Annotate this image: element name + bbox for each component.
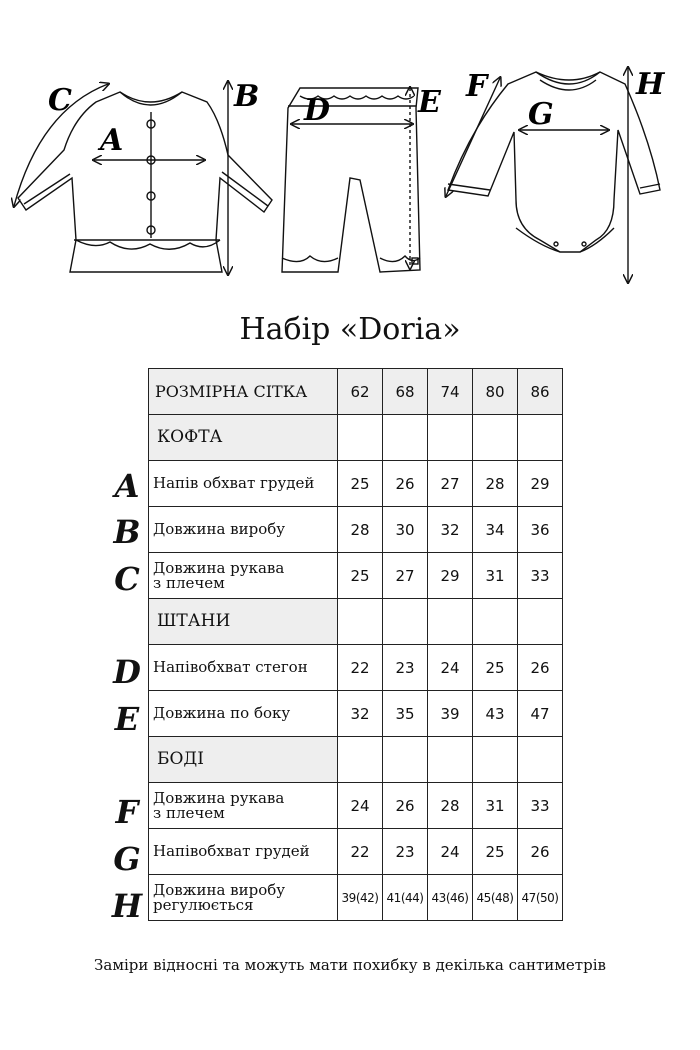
- section-title-jacket: КОФТА: [149, 415, 338, 461]
- bodysuit-letter-f: F: [466, 69, 488, 104]
- table-row: [149, 553, 563, 599]
- cell-value: 33: [518, 553, 563, 599]
- cell-value: 24: [338, 783, 383, 829]
- section-title-bodysuit: БОДІ: [149, 737, 338, 783]
- cell-value: 25: [473, 829, 518, 875]
- cell-value: 26: [518, 829, 563, 875]
- row-letter-g: G: [113, 840, 141, 878]
- section-title-pants: ШТАНИ: [149, 599, 338, 645]
- cell-value: 23: [383, 645, 428, 691]
- footnote: Заміри відносні та можуть мати похибку в декілька сантиметрів: [94, 956, 606, 974]
- table-row: [149, 507, 563, 553]
- cell-value: 25: [338, 461, 383, 507]
- jacket-letter-b: B: [234, 79, 260, 114]
- cell-value: 26: [383, 461, 428, 507]
- row-label-line: з плечем: [153, 573, 225, 592]
- cell-value: 32: [338, 691, 383, 737]
- cell-value: 43(46): [428, 875, 473, 921]
- cell-value: 33: [518, 783, 563, 829]
- cell-value: 39: [428, 691, 473, 737]
- cell-value: 47: [518, 691, 563, 737]
- cell-value: 29: [518, 461, 563, 507]
- row-label: Довжина виробу: [149, 507, 338, 553]
- cell-value: 47(50): [518, 875, 563, 921]
- cell-value: 31: [473, 553, 518, 599]
- size-header: 74: [428, 369, 473, 415]
- cell-value: 25: [338, 553, 383, 599]
- size-header: 68: [383, 369, 428, 415]
- jacket-drawing: [18, 92, 272, 272]
- cell-value: 35: [383, 691, 428, 737]
- row-label-line: з плечем: [153, 803, 225, 822]
- cell-value: 24: [428, 645, 473, 691]
- cell-value: 34: [473, 507, 518, 553]
- cell-value: 27: [428, 461, 473, 507]
- cell-value: 27: [383, 553, 428, 599]
- row-label: [149, 553, 338, 599]
- cell-value: 22: [338, 829, 383, 875]
- row-label-line: Довжина рукава: [153, 558, 285, 577]
- cell-value: 29: [428, 553, 473, 599]
- table-row: [149, 783, 563, 829]
- cell-value: 28: [428, 783, 473, 829]
- row-label-line: Довжина рукава: [153, 788, 285, 807]
- size-header: 80: [473, 369, 518, 415]
- garment-illustration: [0, 0, 700, 300]
- section-row: [149, 599, 563, 645]
- row-letter-h: H: [111, 887, 143, 925]
- table-row: [149, 461, 563, 507]
- table-header-label: РОЗМІРНА СІТКА: [149, 369, 338, 415]
- cell-value: 23: [383, 829, 428, 875]
- cell-value: 36: [518, 507, 563, 553]
- cell-value: 26: [383, 783, 428, 829]
- jacket-letter-c: C: [48, 83, 72, 118]
- cell-value: 28: [473, 461, 518, 507]
- row-label-line: регулюється: [153, 895, 254, 914]
- cell-value: 30: [383, 507, 428, 553]
- row-label-line: Довжина виробу: [153, 880, 286, 899]
- row-letter-c: C: [114, 560, 140, 598]
- row-label: Напівобхват стегон: [149, 645, 338, 691]
- size-header: 86: [518, 369, 563, 415]
- row-letter-e: E: [114, 700, 140, 738]
- row-letter-a: A: [114, 467, 140, 505]
- pants-letter-e: E: [418, 85, 441, 120]
- row-letter-b: B: [113, 513, 141, 551]
- row-label: Довжина по боку: [149, 691, 338, 737]
- jacket-letter-a: A: [100, 123, 124, 158]
- pants-drawing: [282, 88, 420, 272]
- section-row: [149, 415, 563, 461]
- row-label: [149, 875, 338, 921]
- row-label: Напів обхват грудей: [149, 461, 338, 507]
- cell-value: 32: [428, 507, 473, 553]
- cell-value: 28: [338, 507, 383, 553]
- cell-value: 24: [428, 829, 473, 875]
- row-letter-d: D: [113, 653, 141, 691]
- bodysuit-letter-h: H: [636, 67, 665, 102]
- cell-value: 45(48): [473, 875, 518, 921]
- page-title: Набір «Doria»: [239, 312, 461, 347]
- row-label: [149, 783, 338, 829]
- cell-value: 22: [338, 645, 383, 691]
- table-row: [149, 875, 563, 921]
- cell-value: 26: [518, 645, 563, 691]
- size-header: 62: [338, 369, 383, 415]
- table-row: [149, 829, 563, 875]
- size-chart-table: [148, 368, 563, 921]
- cell-value: 39(42): [338, 875, 383, 921]
- table-row: [149, 645, 563, 691]
- cell-value: 31: [473, 783, 518, 829]
- row-letter-f: F: [115, 793, 139, 831]
- table-row: [149, 691, 563, 737]
- cell-value: 43: [473, 691, 518, 737]
- table-header-row: [149, 369, 563, 415]
- cell-value: 25: [473, 645, 518, 691]
- cell-value: 41(44): [383, 875, 428, 921]
- section-row: [149, 737, 563, 783]
- pants-letter-d: D: [304, 93, 331, 128]
- row-label: Напівобхват грудей: [149, 829, 338, 875]
- bodysuit-letter-g: G: [528, 97, 554, 132]
